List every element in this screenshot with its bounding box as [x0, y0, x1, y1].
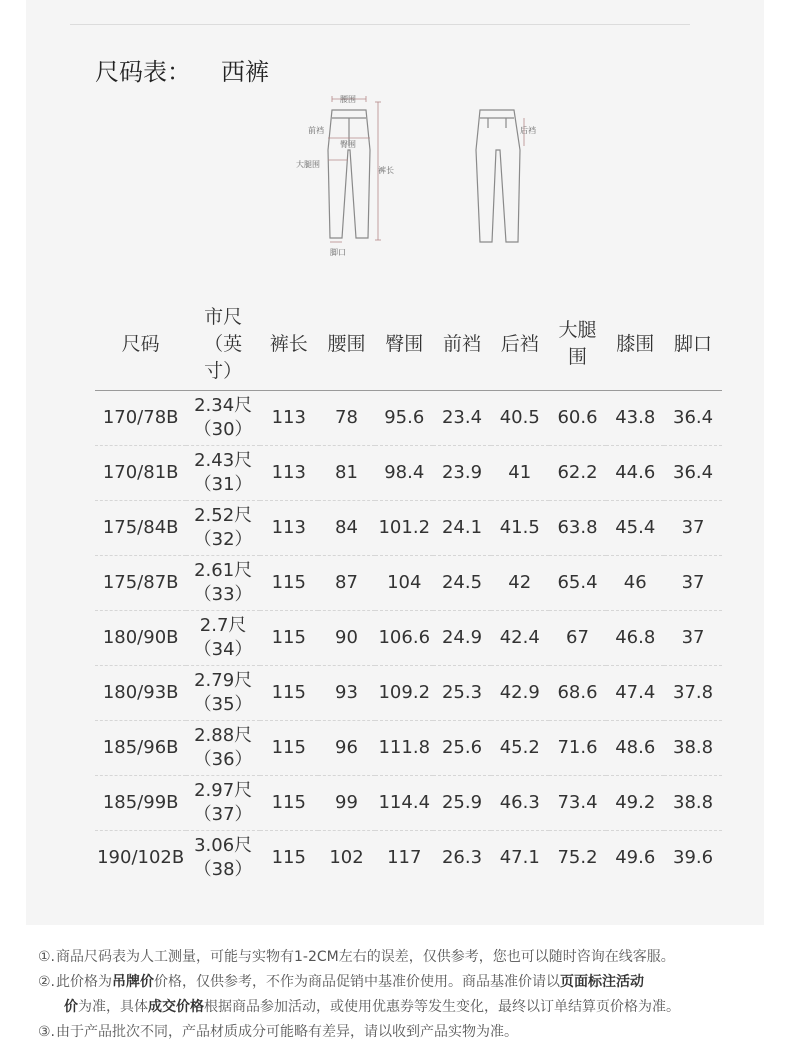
cell-chi-inch: 2.7尺 （34）	[186, 611, 260, 666]
cell-back-rise: 46.3	[491, 776, 549, 831]
table-row	[95, 501, 722, 556]
label-front-rise: 前裆	[308, 126, 324, 135]
cell-back-rise: 41	[491, 446, 549, 501]
table-row	[95, 721, 722, 776]
cell-thigh: 60.6	[549, 391, 607, 446]
page-title	[95, 52, 269, 88]
table-row	[95, 666, 722, 721]
cell-knee: 46.8	[606, 611, 664, 666]
cell-hem: 37.8	[664, 666, 722, 721]
cell-hem: 36.4	[664, 391, 722, 446]
cell-size: 185/99B	[95, 776, 186, 831]
cell-length: 113	[260, 391, 318, 446]
note-3: ③.由于产品批次不同，产品材质成分可能略有差异，请以收到产品实物为准。	[38, 1024, 519, 1040]
table-row	[95, 391, 722, 446]
cell-thigh: 71.6	[549, 721, 607, 776]
cell-hip: 106.6	[375, 611, 433, 666]
note-2: ②.此价格为吊牌价价格，仅供参考，不作为商品促销中基准价使用。商品基准价请以页面标注活动	[38, 974, 645, 990]
header-chi-inch: 市尺 （英 寸）	[186, 298, 260, 391]
cell-size: 190/102B	[97, 847, 185, 868]
cell-chi-inch: 2.79尺 （35）	[186, 666, 260, 721]
cell-waist: 93	[318, 666, 376, 721]
title-product: 西裤	[221, 58, 269, 86]
cell-size: 175/84B	[95, 501, 186, 556]
cell-waist: 99	[318, 776, 376, 831]
cell-back-rise: 42.4	[491, 611, 549, 666]
label-hem: 脚口	[330, 248, 346, 257]
table-row	[95, 611, 722, 666]
cell-front-rise: 23.4	[433, 391, 491, 446]
cell-length: 115	[260, 776, 318, 831]
cell-size: 170/78B	[95, 391, 186, 446]
cell-front-rise: 25.3	[433, 666, 491, 721]
label-back-rise: 后裆	[520, 126, 536, 135]
cell-size: 180/90B	[95, 611, 186, 666]
cell-hip: 117	[387, 847, 422, 868]
header-size: 尺码	[95, 298, 186, 391]
cell-length: 115	[271, 847, 306, 868]
cell-hip: 98.4	[375, 446, 433, 501]
title-label: 尺码表：	[95, 58, 191, 86]
cell-waist: 96	[318, 721, 376, 776]
header-waist: 腰围	[318, 298, 376, 391]
table-header-row	[95, 298, 722, 391]
cell-knee: 44.6	[606, 446, 664, 501]
cell-knee: 43.8	[606, 391, 664, 446]
notes	[38, 945, 778, 1045]
cell-front-rise: 24.9	[433, 611, 491, 666]
cell-hem: 37	[664, 556, 722, 611]
cell-front-rise: 23.9	[433, 446, 491, 501]
top-divider	[70, 24, 690, 25]
table-row	[95, 556, 722, 611]
cell-front-rise: 24.5	[433, 556, 491, 611]
cell-hem: 39.6	[673, 847, 714, 868]
trouser-outline-icon	[290, 90, 570, 262]
header-thigh: 大腿 围	[549, 298, 607, 391]
cell-waist: 87	[318, 556, 376, 611]
cell-hem: 36.4	[664, 446, 722, 501]
note-2-continued: 价为准，具体成交价格根据商品参加活动，或使用优惠券等发生变化，最终以订单结算页价格为准。	[64, 999, 680, 1015]
cell-length: 115	[260, 666, 318, 721]
cell-hip: 111.8	[375, 721, 433, 776]
cell-waist: 78	[318, 391, 376, 446]
label-hip: 臀围	[340, 140, 356, 149]
label-thigh: 大腿围	[296, 160, 320, 169]
cell-chi-inch: 2.34尺 （30）	[186, 391, 260, 446]
cell-waist: 102	[329, 847, 364, 868]
cell-thigh: 62.2	[549, 446, 607, 501]
note-1: ①.商品尺码表为人工测量，可能与实物有1-2CM左右的误差，仅供参考，您也可以随时咨询在线客服。	[38, 949, 675, 965]
cell-chi-inch: 2.43尺 （31）	[186, 446, 260, 501]
cell-hem: 37	[664, 501, 722, 556]
cell-waist: 81	[318, 446, 376, 501]
cell-thigh: 73.4	[549, 776, 607, 831]
table-row	[95, 831, 722, 886]
cell-knee: 48.6	[606, 721, 664, 776]
cell-size: 170/81B	[95, 446, 186, 501]
cell-hip: 114.4	[375, 776, 433, 831]
cell-front-rise: 25.9	[433, 776, 491, 831]
size-table	[95, 298, 722, 885]
cell-hem: 38.8	[664, 721, 722, 776]
cell-knee: 49.2	[606, 776, 664, 831]
cell-waist: 84	[318, 501, 376, 556]
cell-thigh: 68.6	[549, 666, 607, 721]
cell-chi-inch: 2.97尺 （37）	[186, 776, 260, 831]
cell-back-rise: 40.5	[491, 391, 549, 446]
cell-back-rise: 42	[491, 556, 549, 611]
cell-length: 115	[260, 611, 318, 666]
cell-front-rise: 26.3	[441, 847, 483, 868]
cell-hip: 104	[375, 556, 433, 611]
header-front-rise: 前裆	[433, 298, 491, 391]
cell-length: 113	[260, 501, 318, 556]
cell-chi-inch: 2.88尺 （36）	[186, 721, 260, 776]
header-hip: 臀围	[375, 298, 433, 391]
cell-hip: 95.6	[375, 391, 433, 446]
label-waist: 腰围	[340, 95, 356, 104]
cell-length: 113	[260, 446, 318, 501]
cell-size: 180/93B	[95, 666, 186, 721]
cell-size: 175/87B	[95, 556, 186, 611]
cell-back-rise: 42.9	[491, 666, 549, 721]
header-knee: 膝围	[606, 298, 664, 391]
header-hem: 脚口	[664, 298, 722, 391]
cell-back-rise: 41.5	[491, 501, 549, 556]
cell-hip: 109.2	[375, 666, 433, 721]
cell-waist: 90	[318, 611, 376, 666]
cell-hem: 38.8	[664, 776, 722, 831]
cell-thigh: 75.2	[557, 847, 598, 868]
cell-front-rise: 24.1	[433, 501, 491, 556]
cell-length: 115	[260, 556, 318, 611]
cell-size: 185/96B	[95, 721, 186, 776]
header-length: 裤长	[260, 298, 318, 391]
cell-knee: 46	[606, 556, 664, 611]
cell-back-rise: 47.1	[499, 847, 540, 868]
cell-thigh: 63.8	[549, 501, 607, 556]
cell-chi-inch: 3.06尺 （38）	[193, 835, 253, 880]
cell-chi-inch: 2.52尺 （32）	[186, 501, 260, 556]
cell-thigh: 67	[549, 611, 607, 666]
cell-back-rise: 45.2	[491, 721, 549, 776]
table-row	[95, 446, 722, 501]
cell-hip: 101.2	[375, 501, 433, 556]
trouser-diagram	[290, 90, 570, 262]
table-row	[95, 776, 722, 831]
cell-knee: 47.4	[606, 666, 664, 721]
cell-hem: 37	[664, 611, 722, 666]
cell-knee: 49.6	[615, 847, 656, 868]
cell-chi-inch: 2.61尺 （33）	[186, 556, 260, 611]
cell-thigh: 65.4	[549, 556, 607, 611]
cell-front-rise: 25.6	[433, 721, 491, 776]
label-length: 裤长	[378, 166, 394, 175]
header-back-rise: 后裆	[491, 298, 549, 391]
cell-length: 115	[260, 721, 318, 776]
cell-knee: 45.4	[606, 501, 664, 556]
